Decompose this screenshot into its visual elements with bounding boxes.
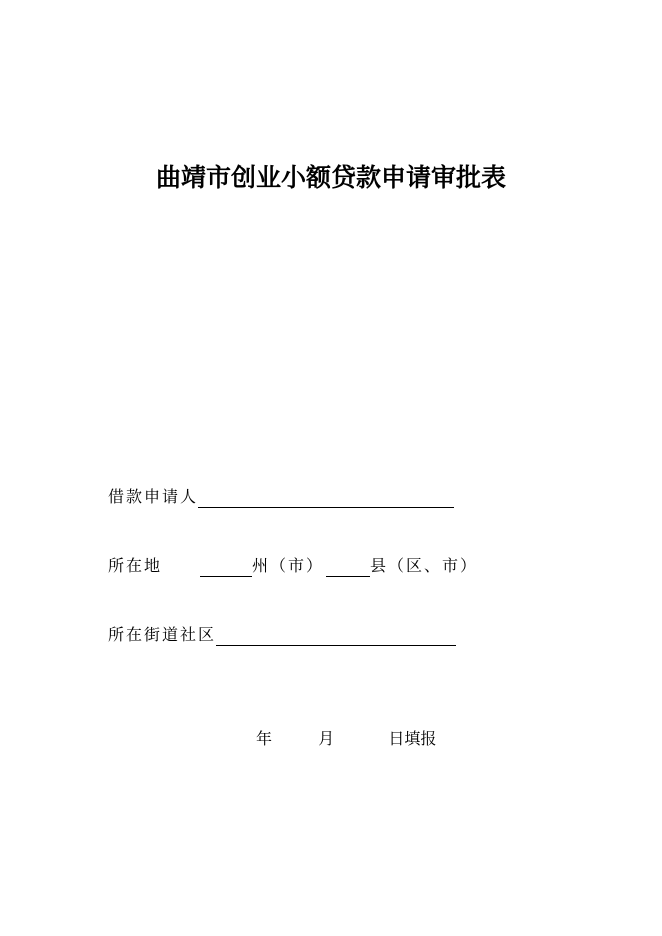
prefecture-blank-line[interactable] bbox=[200, 558, 252, 577]
location-label: 所在地 bbox=[108, 556, 163, 575]
year-label: 年 bbox=[256, 729, 273, 748]
street-label: 所在街道社区 bbox=[108, 625, 217, 644]
day-fill-label: 日填报 bbox=[388, 729, 437, 748]
fill-date-row bbox=[256, 728, 436, 750]
applicant-blank-line[interactable] bbox=[198, 489, 454, 508]
form-title: 曲靖市创业小额贷款申请审批表 bbox=[155, 163, 506, 192]
street-blank-line[interactable] bbox=[216, 627, 456, 646]
month-label: 月 bbox=[318, 729, 335, 748]
street-row bbox=[108, 624, 456, 646]
county-blank-line[interactable] bbox=[326, 558, 370, 577]
applicant-row bbox=[108, 486, 454, 508]
county-suffix: 县（区、市） bbox=[370, 556, 479, 575]
location-row bbox=[108, 555, 478, 577]
applicant-label: 借款申请人 bbox=[108, 487, 199, 506]
prefecture-suffix: 州（市） bbox=[252, 556, 325, 575]
